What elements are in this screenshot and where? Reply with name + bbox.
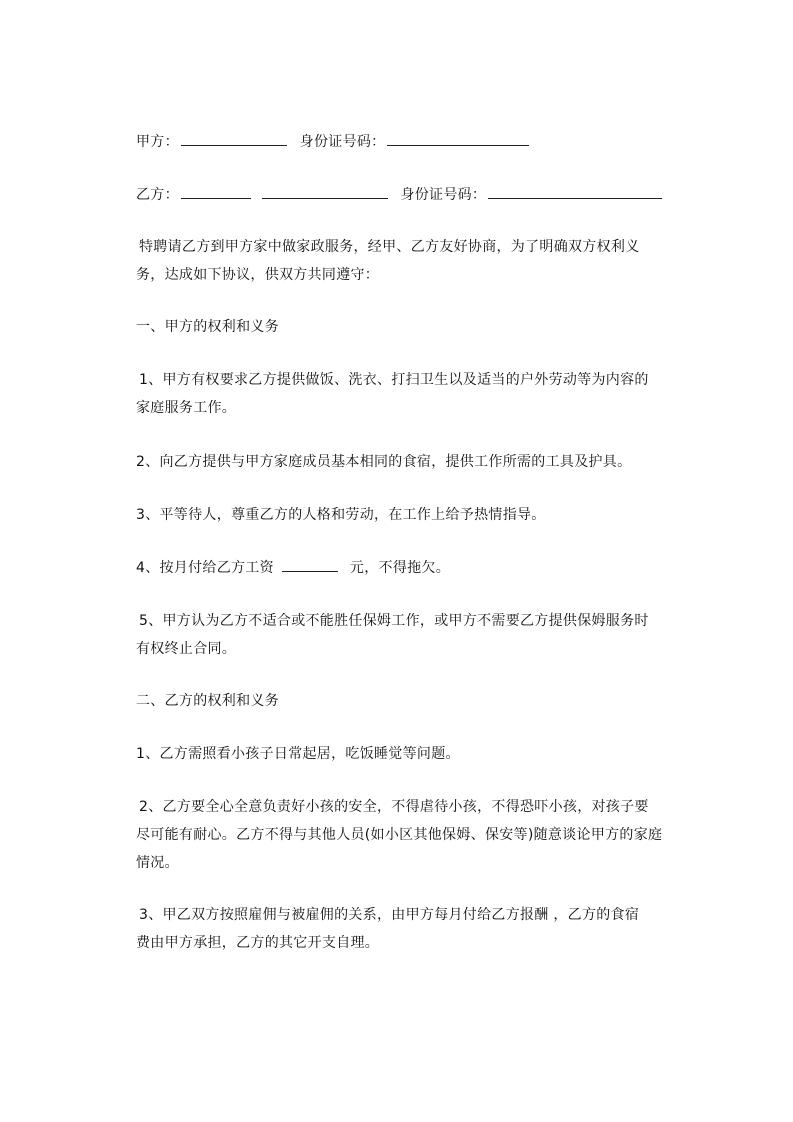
- section-a-item-4: [136, 556, 450, 580]
- party-b-id-label: 身份证号码：: [400, 187, 487, 203]
- section-b-item-2-line-1: 2、乙方要全心全意负责好小孩的安全，不得虐待小孩，不得恐吓小孩，对孩子要: [139, 799, 649, 815]
- section-a-item-2: 2、向乙方提供与甲方家庭成员基本相同的食宿，提供工作所需的工具及护具。: [136, 454, 632, 470]
- section-a-item-1-line-1: 1、甲方有权要求乙方提供做饭、洗衣、打扫卫生以及适当的户外劳动等为内容的: [139, 372, 649, 388]
- intro-line-2: 务，达成如下协议，供双方共同遵守：: [136, 267, 380, 283]
- section-b-heading: 二、乙方的权利和义务: [136, 693, 279, 709]
- party-a-line: [136, 130, 531, 154]
- section-a-item-4-prefix: 4、按月付给乙方工资: [136, 560, 274, 576]
- section-b-item-1: 1、乙方需照看小孩子日常起居，吃饭睡觉等问题。: [136, 746, 460, 762]
- section-a-item-5-line-1: 5、甲方认为乙方不适合或不能胜任保姆工作，或甲方不需要乙方提供保姆服务时: [139, 613, 649, 629]
- section-a-item-1-line-2: 家庭服务工作。: [136, 400, 237, 416]
- party-b-label: 乙方：: [136, 187, 179, 203]
- party-b-line: [136, 183, 664, 207]
- party-b-id-blank[interactable]: [488, 183, 662, 199]
- party-a-label: 甲方：: [136, 134, 179, 150]
- section-b-item-3-line-2: 费由甲方承担，乙方的其它开支自理。: [136, 935, 380, 951]
- section-a-item-3: 3、平等待人，尊重乙方的人格和劳动，在工作上给予热情指导。: [136, 507, 546, 523]
- section-a-heading: 一、甲方的权利和义务: [136, 319, 279, 335]
- section-a-item-4-suffix: 元，不得拖欠。: [349, 560, 451, 576]
- party-a-id-label: 身份证号码：: [299, 134, 386, 150]
- party-a-id-blank[interactable]: [387, 130, 529, 146]
- party-b-name-blank-1[interactable]: [181, 183, 251, 199]
- section-a-item-5-line-2: 有权终止合同。: [136, 641, 237, 657]
- party-a-name-blank[interactable]: [181, 130, 287, 146]
- party-b-name-blank-2[interactable]: [262, 183, 388, 199]
- section-b-item-2-line-2: 尽可能有耐心。乙方不得与其他人员(如小区其他保姆、保安等)随意谈论甲方的家庭: [136, 827, 663, 843]
- salary-blank[interactable]: [282, 556, 338, 572]
- section-b-item-3-line-1: 3、甲乙双方按照雇佣与被雇佣的关系，由甲方每月付给乙方报酬 ，乙方的食宿: [139, 907, 640, 923]
- section-b-item-2-line-3: 情况。: [136, 855, 179, 871]
- intro-line-1: 特聘请乙方到甲方家中做家政服务，经甲、乙方友好协商，为了明确双方权利义: [139, 239, 640, 255]
